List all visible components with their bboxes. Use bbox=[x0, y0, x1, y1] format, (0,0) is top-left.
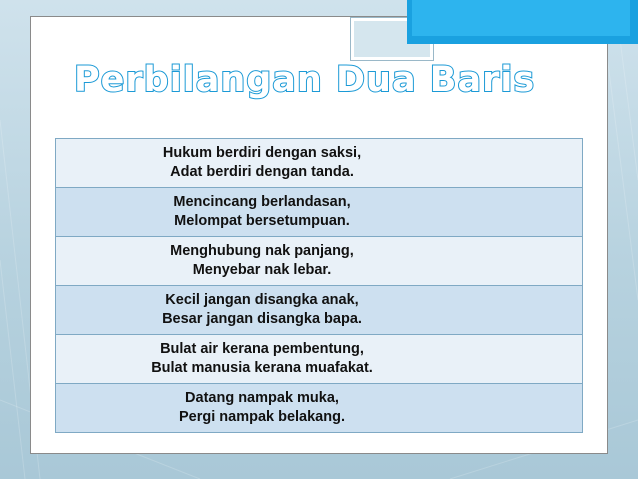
table-cell bbox=[56, 335, 583, 384]
pantun-line-2: Menyebar nak lebar. bbox=[192, 262, 332, 278]
table-cell bbox=[56, 188, 583, 237]
table-row bbox=[56, 139, 583, 188]
pantun-line-2: Pergi nampak belakang. bbox=[178, 409, 345, 425]
table-cell bbox=[56, 139, 583, 188]
pantun-line-2: Melompat bersetumpuan. bbox=[174, 213, 350, 229]
corner-decoration-blue bbox=[407, 0, 638, 44]
table-cell bbox=[56, 384, 583, 433]
table-row bbox=[56, 286, 583, 335]
table-row bbox=[56, 188, 583, 237]
pantun-line-1: Datang nampak muka, bbox=[185, 390, 339, 406]
pantun-line-1: Hukum berdiri dengan saksi, bbox=[162, 145, 362, 161]
table-row bbox=[56, 384, 583, 433]
pantun-line-2: Adat berdiri dengan tanda. bbox=[170, 164, 354, 180]
table-cell bbox=[56, 237, 583, 286]
pantun-line-1: Menghubung nak panjang, bbox=[170, 243, 354, 259]
corner-decoration-blue-fill bbox=[412, 0, 630, 36]
slide-title: Perbilangan Dua Baris bbox=[74, 60, 536, 100]
pantun-table bbox=[55, 138, 583, 433]
table-row bbox=[56, 335, 583, 384]
pantun-line-1: Kecil jangan disangka anak, bbox=[165, 292, 359, 308]
pantun-line-1: Bulat air kerana pembentung, bbox=[160, 341, 364, 357]
table-cell bbox=[56, 286, 583, 335]
pantun-line-1: Mencincang berlandasan, bbox=[173, 194, 351, 210]
pantun-line-2: Bulat manusia kerana muafakat. bbox=[151, 360, 373, 376]
table-row bbox=[56, 237, 583, 286]
pantun-line-2: Besar jangan disangka bapa. bbox=[162, 311, 362, 327]
